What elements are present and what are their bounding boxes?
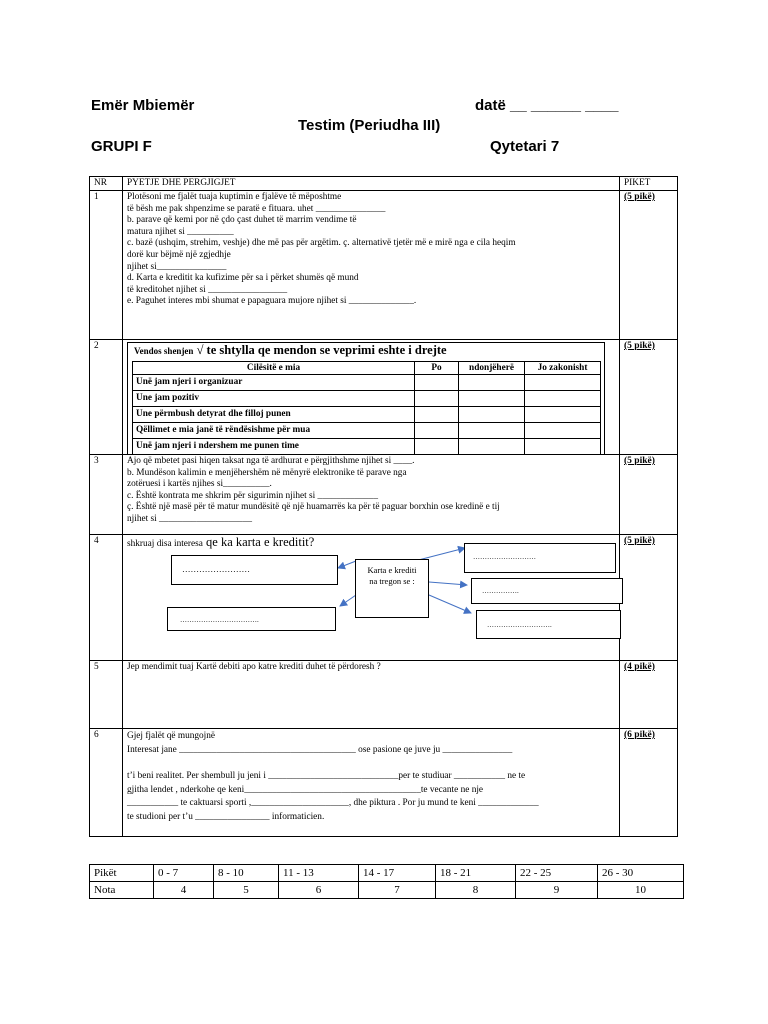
q3-line: zotëruesi i kartës njihes si__________. bbox=[127, 479, 272, 490]
center-concept-box: Karta e krediti na tregon se : bbox=[355, 559, 429, 618]
yes-cell[interactable] bbox=[415, 407, 459, 423]
sometimes-cell[interactable] bbox=[459, 375, 525, 391]
points-range: 26 - 30 bbox=[598, 865, 684, 882]
answer-box-bottom-right[interactable]: ………………………. bbox=[476, 610, 621, 639]
rarely-cell[interactable] bbox=[525, 423, 601, 439]
sometimes-cell[interactable] bbox=[459, 423, 525, 439]
grades-row bbox=[90, 882, 684, 899]
question-5-number: 5 bbox=[90, 661, 123, 729]
q1-line: e. Paguhet interes mbi shumat e papaguara mujore njihet si ______________. bbox=[127, 296, 417, 307]
points-range: 18 - 21 bbox=[436, 865, 516, 882]
grade-value: 6 bbox=[279, 882, 359, 899]
q6-line: Interesat jane ______________________________________ ose pasione qe juve ju _______________ bbox=[127, 744, 513, 755]
answer-box-top-right[interactable]: ……………………… bbox=[464, 543, 616, 573]
instruction-small: Vendos shenjen bbox=[134, 346, 194, 356]
q1-line: Plotësoni me fjalët tuaja kuptimin e fjalëve të mëposhtme bbox=[127, 192, 342, 202]
q6-line: ___________ te caktuarsi sporti ,_____________________, dhe piktura . Por ju mund te keni _____________ bbox=[127, 798, 539, 808]
col-question-header: PYETJE DHE PERGJIGJET bbox=[123, 177, 620, 191]
question-1-number: 1 bbox=[90, 191, 123, 340]
subject-label: Qytetari 7 bbox=[490, 138, 560, 155]
col-points-header: PIKET bbox=[620, 177, 678, 191]
col-sometimes: ndonjëherë bbox=[459, 362, 525, 375]
q1-line: b. parave që kemi por në çdo çast duhet të marrim vendime të bbox=[127, 215, 357, 226]
q6-line: Gjej fjalët që mungojnë bbox=[127, 731, 216, 741]
question-2-row bbox=[90, 340, 678, 455]
points-range: 0 - 7 bbox=[154, 865, 214, 882]
table-row bbox=[133, 407, 601, 423]
self-assessment-block bbox=[123, 340, 619, 450]
yes-cell[interactable] bbox=[415, 439, 459, 455]
question-1-text bbox=[123, 191, 620, 340]
quality-label: Unë jam njeri i organizuar bbox=[133, 375, 415, 391]
prompt-small: shkruaj disa interesa bbox=[127, 539, 203, 549]
col-yes: Po bbox=[415, 362, 459, 375]
question-5-row bbox=[90, 661, 678, 729]
yes-cell[interactable] bbox=[415, 375, 459, 391]
grading-table bbox=[89, 864, 684, 899]
points-range: 22 - 25 bbox=[516, 865, 598, 882]
q6-line: te studioni per t’u ________________ informaticien. bbox=[127, 811, 325, 822]
grade-value: 5 bbox=[214, 882, 279, 899]
self-assessment-frame bbox=[127, 342, 605, 455]
points-label: Pikët bbox=[90, 865, 154, 882]
table-row bbox=[133, 423, 601, 439]
q1-line: të bësh me pak shpenzime se paratë e fituara. uhet _______________ bbox=[127, 203, 386, 214]
answer-box-top-left[interactable]: …………………… bbox=[171, 555, 338, 585]
col-qualities: Cilësitë e mia bbox=[133, 362, 415, 375]
question-4-row bbox=[90, 535, 678, 661]
question-3-number: 3 bbox=[90, 455, 123, 535]
question-5-points: (4 pikë) bbox=[624, 662, 655, 672]
question-5-text: Jep mendimit tuaj Kartë debiti apo katre krediti duhet të përdoresh ? bbox=[127, 662, 381, 672]
yes-cell[interactable] bbox=[415, 423, 459, 439]
q3-line: b. Mundëson kalimin e menjëhershëm në mënyrë elektronike të parave nga bbox=[127, 467, 407, 478]
sometimes-cell[interactable] bbox=[459, 439, 525, 455]
question-6-text bbox=[123, 729, 620, 837]
rarely-cell[interactable] bbox=[525, 407, 601, 423]
q3-line: c. Është kontrata me shkrim për sigurimin njihet si _____________ bbox=[127, 490, 378, 501]
question-3-text bbox=[123, 455, 620, 535]
question-table bbox=[89, 176, 678, 837]
answer-box-middle-right[interactable]: ……………. bbox=[471, 578, 623, 604]
question-4-number: 4 bbox=[90, 535, 123, 661]
self-assessment-instruction bbox=[134, 345, 447, 358]
grade-value: 4 bbox=[154, 882, 214, 899]
sometimes-cell[interactable] bbox=[459, 391, 525, 407]
q1-line: c. bazë (ushqim, strehim, veshje) dhe më pas për argëtim. ç. alternativë tjetër më e mirë nga e cila heqim bbox=[127, 238, 516, 249]
points-range: 11 - 13 bbox=[279, 865, 359, 882]
question-2-number: 2 bbox=[90, 340, 123, 455]
q6-line: t’i beni realitet. Per shembull ju jeni i ____________________________per te studiuar ___________ ne te bbox=[127, 771, 526, 781]
name-label: Emër Mbiemër bbox=[91, 97, 195, 114]
col-rarely: Jo zakonisht bbox=[525, 362, 601, 375]
self-assessment-table bbox=[132, 361, 601, 455]
grade-value: 10 bbox=[598, 882, 684, 899]
question-4-points: (5 pikë) bbox=[624, 536, 655, 546]
quality-label: Une jam pozitiv bbox=[133, 391, 415, 407]
q6-line bbox=[127, 757, 615, 770]
rarely-cell[interactable] bbox=[525, 375, 601, 391]
points-row bbox=[90, 865, 684, 882]
q3-line: njihet si ____________________ bbox=[127, 513, 252, 524]
rarely-cell[interactable] bbox=[525, 439, 601, 455]
date-label: datë __ ______ ____ bbox=[475, 97, 619, 114]
question-2-points: (5 pikë) bbox=[624, 341, 655, 351]
question-3-points: (5 pikë) bbox=[624, 456, 655, 466]
q1-line: matura njihet si __________ bbox=[127, 226, 234, 237]
question-1-points: (5 pikë) bbox=[624, 192, 655, 202]
q1-line: dorë kur bëjmë një zgjedhje bbox=[127, 249, 231, 260]
rarely-cell[interactable] bbox=[525, 391, 601, 407]
question-1-row bbox=[90, 191, 678, 340]
points-range: 14 - 17 bbox=[359, 865, 436, 882]
credit-card-mindmap bbox=[123, 535, 619, 660]
question-3-row bbox=[90, 455, 678, 535]
quality-label: Qëllimet e mia janë të rëndësishme për mua bbox=[133, 423, 415, 439]
q3-line: Ajo që mbetet pasi hiqen taksat nga të ardhurat e përgjithshme njihet si ____. bbox=[127, 456, 415, 466]
answer-box-bottom-left[interactable]: ……………………………. bbox=[167, 607, 336, 631]
q3-line: ç. Është një masë për të matur mundësitë që një huamarrës ka për të paguar borxhin ose kredinë e tij bbox=[127, 502, 500, 513]
yes-cell[interactable] bbox=[415, 391, 459, 407]
question-6-points: (6 pikë) bbox=[624, 730, 655, 740]
instruction-main: √ te shtylla qe mendon se veprimi eshte i drejte bbox=[193, 343, 447, 357]
q1-line: njihet si_______________ bbox=[127, 261, 227, 272]
question-6-row bbox=[90, 729, 678, 837]
quality-label: Unë jam njeri i ndershem me punen time bbox=[133, 439, 415, 455]
table-row bbox=[133, 391, 601, 407]
q1-line: d. Karta e kreditit ka kufizime për sa i përket shumës që mund bbox=[127, 273, 359, 284]
grade-value: 9 bbox=[516, 882, 598, 899]
q1-line: të kreditohet njihet si _________________ bbox=[127, 284, 288, 295]
points-range: 8 - 10 bbox=[214, 865, 279, 882]
col-nr-header: NR bbox=[90, 177, 123, 191]
grade-label: Nota bbox=[90, 882, 154, 899]
test-title: Testim (Periudha III) bbox=[298, 117, 441, 134]
grade-value: 8 bbox=[436, 882, 516, 899]
group-label: GRUPI F bbox=[91, 138, 152, 155]
quality-label: Une përmbush detyrat dhe filloj punen bbox=[133, 407, 415, 423]
table-row bbox=[133, 375, 601, 391]
question-6-number: 6 bbox=[90, 729, 123, 837]
grade-value: 7 bbox=[359, 882, 436, 899]
sometimes-cell[interactable] bbox=[459, 407, 525, 423]
q6-line: gjitha lendet , nderkohe qe keni______________________________________te vecante ne nje bbox=[127, 784, 484, 795]
table-row bbox=[133, 439, 601, 455]
prompt-large: qe ka karta e kreditit? bbox=[202, 535, 315, 549]
